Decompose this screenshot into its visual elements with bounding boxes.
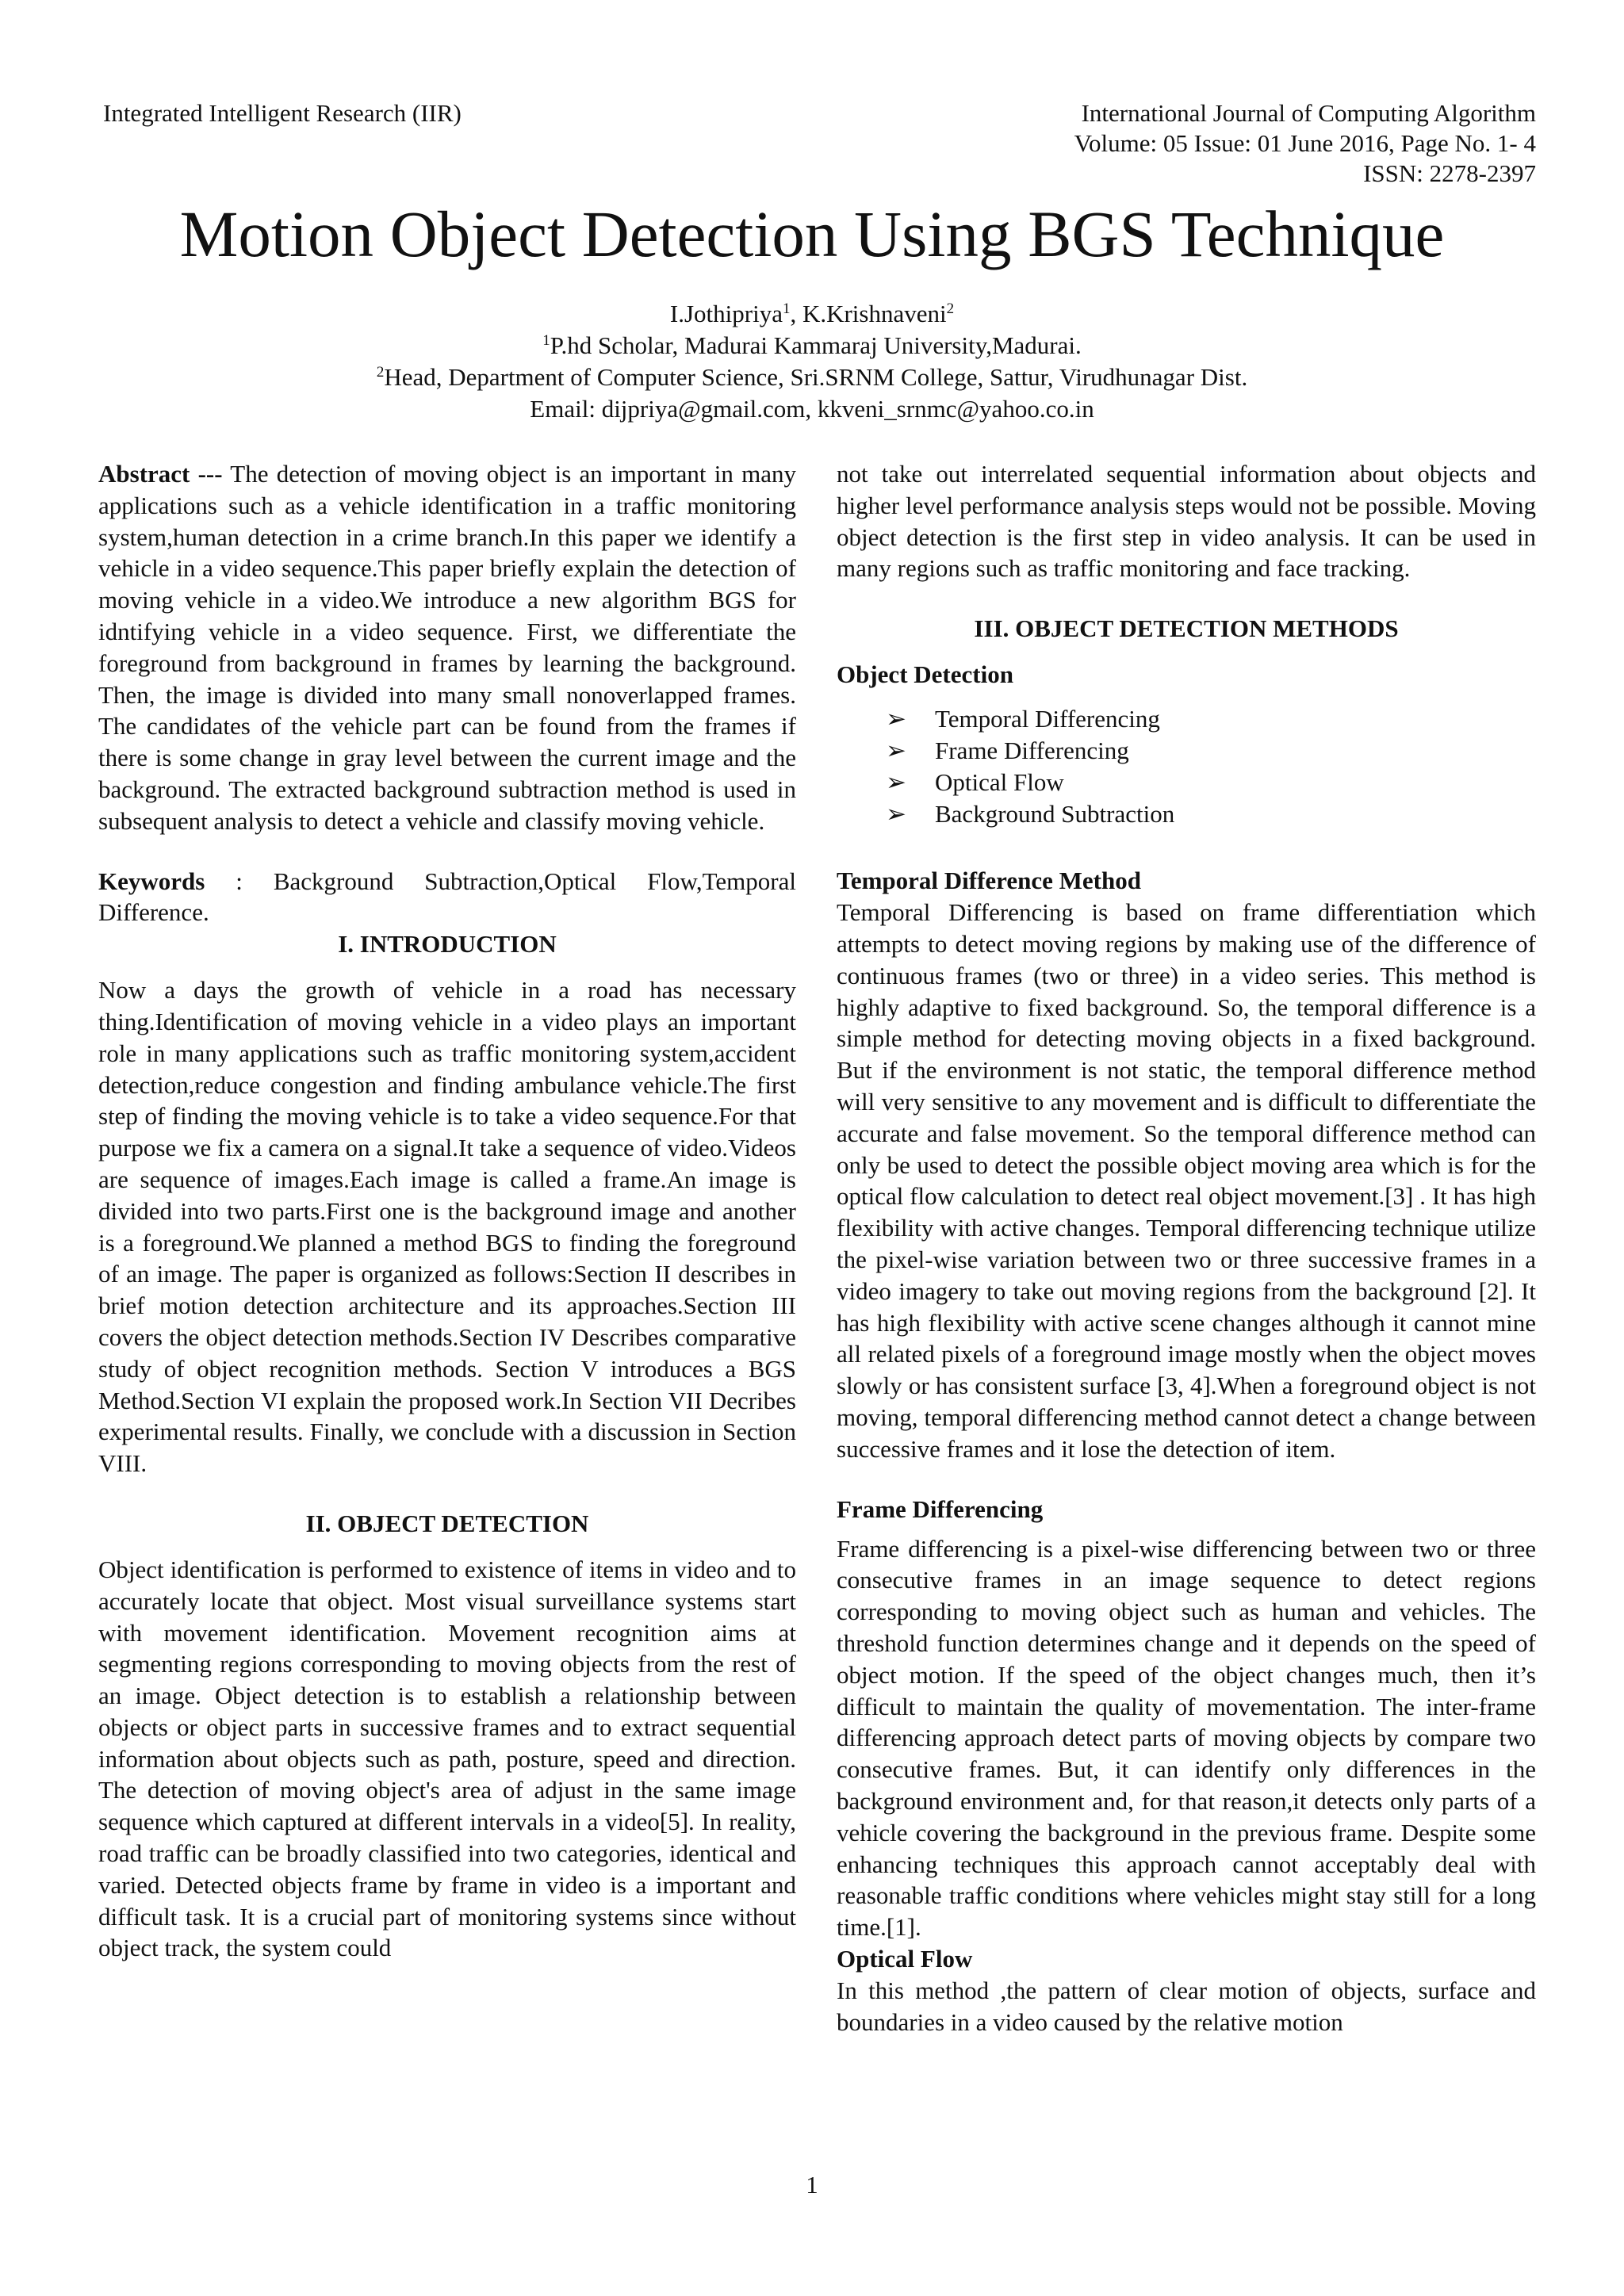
optical-flow-heading: Optical Flow (837, 1944, 973, 1973)
object-detection-continued: not take out interrelated sequential information about objects and higher level performance analysis steps would not be possible. Moving object detection is the first step in video analysis. It can be used in many regions such as traffic monitoring and face tracking. (837, 460, 1536, 583)
keywords (98, 866, 796, 929)
journal-name: International Journal of Computing Algorithm (1081, 99, 1536, 127)
intro-heading: I. INTRODUCTION (338, 930, 557, 959)
abstract-label: Abstract --- (98, 460, 223, 488)
right-column (837, 458, 1536, 2038)
left-column (98, 458, 796, 1964)
list-item (886, 798, 1536, 830)
arrowhead-bullet-icon: ➢ (886, 768, 906, 797)
affiliation-1 (0, 330, 1624, 362)
author-block (0, 298, 1624, 425)
arrowhead-bullet-icon: ➢ (886, 737, 906, 765)
list-item (886, 735, 1536, 767)
list-item (886, 767, 1536, 798)
arrowhead-bullet-icon: ➢ (886, 705, 906, 733)
temporal-difference-text: Temporal Differencing is based on frame differentiation which attempts to detect moving regions by making use of the difference of continuous frames (two or three) in a video series. This method is highly adaptive to fixed background. So, the temporal difference is a simple method for detecting moving objects in a fixed background. But if the environment is not static, the temporal difference method will very sensitive to any movement and is difficult to differentiate the accurate and false movement. So the temporal difference method can only be used to detect the possible object moving area which is for the optical flow calculation to detect real object movement.[3] . It has high flexibility with active changes. Temporal differencing technique utilize the pixel-wise variation between two or three successive frames in a video imagery to take out moving regions from the background [2]. It has high flexibility with active scene changes although it cannot mine all related pixels of a foreground image mostly when the object moves slowly or has consistent surface [3, 4].When a foreground object is not moving, temporal differencing method cannot detect a change between successive frames and it lose the detection of item. (837, 898, 1536, 1463)
list-item-label: Frame Differencing (935, 737, 1129, 765)
author-1-sup: 1 (782, 300, 791, 317)
object-detection-heading: II. OBJECT DETECTION (305, 1509, 589, 1537)
list-item-label: Background Subtraction (935, 800, 1175, 828)
author-email: Email: dijpriya@gmail.com, kkveni_srnmc@yahoo.co.in (530, 395, 1094, 423)
journal-issn: ISSN: 2278-2397 (1363, 159, 1536, 187)
methods-heading: III. OBJECT DETECTION METHODS (974, 614, 1399, 643)
paper-title: Motion Object Detection Using BGS Technique (179, 197, 1445, 270)
journal-publisher: Integrated Intelligent Research (IIR) (103, 99, 462, 127)
arrowhead-bullet-icon: ➢ (886, 800, 906, 828)
affiliation-2-text: Head, Department of Computer Science, Sri.SRNM College, Sattur, Virudhunagar Dist. (384, 363, 1248, 391)
author-2-sup: 2 (946, 300, 955, 317)
methods-list (837, 703, 1536, 830)
abstract (98, 458, 796, 837)
author-1: I.Jothipriya (669, 300, 783, 327)
page-number: 1 (806, 2171, 818, 2198)
abstract-text: The detection of moving object is an important in many applications such as a vehicle identification in a traffic monitoring system,human detection in a crime branch.In this paper we identify a vehicle in a video sequence.This paper briefly explain the detection of moving vehicle in a video.We introduce a new algorithm BGS for idntifying vehicle in a video sequence. First, we differentiate the foreground from background in frames by learning the background. Then, the image is divided into many small nonoverlapped frames. The candidates of the vehicle part can be found from the frames if there is some change in gray level between the current image and the background. The extracted background subtraction method is used in subsequent analysis to detect a vehicle and classify moving vehicle. (98, 460, 797, 835)
journal-volume: Volume: 05 Issue: 01 June 2016, Page No. 1- 4 (1074, 129, 1536, 157)
affiliation-1-text: P.hd Scholar, Madurai Kammaraj University,Madurai. (550, 331, 1082, 359)
keywords-text: : Background Subtraction,Optical Flow,Temporal Difference. (98, 867, 796, 927)
frame-differencing-heading: Frame Differencing (837, 1494, 1044, 1523)
affiliation-2 (0, 362, 1624, 393)
author-separator: , (790, 300, 802, 327)
list-item-label: Temporal Differencing (935, 705, 1160, 733)
author-2: K.Krishnaveni (802, 300, 947, 327)
affiliation-1-sup: 1 (542, 332, 550, 349)
author-line (0, 298, 1624, 330)
temporal-difference-heading: Temporal Difference Method (837, 867, 1141, 895)
object-detection-subheading: Object Detection (837, 660, 1013, 689)
optical-flow-text: In this method ,the pattern of clear motion of objects, surface and boundaries in a video caused by the relative motion (837, 1976, 1536, 2036)
list-item (886, 703, 1536, 735)
keywords-label: Keywords (98, 867, 205, 895)
intro-text: Now a days the growth of vehicle in a road has necessary thing.Identification of moving vehicle in a video plays an important role in many applications such as traffic monitoring system,accident detection,reduce congestion and finding ambulance vehicle.The first step of finding the moving vehicle is to take a video sequence.For that purpose we fix a camera on a signal.It take a sequence of video.Videos are sequence of images.Each image is called a frame.An image is divided into two parts.First one is the background image and another is a foreground.We planned a method BGS to finding the foreground of an image. The paper is organized as follows:Section II describes in brief motion detection architecture and its approaches.Section III covers the object detection methods.Section IV Describes comparative study of object recognition methods. Section V introduces a BGS Method.Section VI explain the proposed work.In Section VII Decribes experimental results. Finally, we conclude with a discussion in Section VIII. (98, 976, 796, 1478)
frame-differencing-text: Frame differencing is a pixel-wise differencing between two or three consecutive frames in an image sequence to detect regions corresponding to moving object such as human and vehicles. The threshold function determines change and it depends on the speed of object motion. If the speed of the object changes much, then it’s difficult to maintain the quality of movementation. The inter-frame differencing approach detect parts of moving objects by compare two consecutive frames. But, it can identify only differences in the background environment and, for that reason,it detects only parts of a vehicle covering the background in the previous frame. Despite some enhancing techniques this approach cannot acceptably deal with reasonable traffic conditions where vehicles might stay still for a long time.[1]. (837, 1534, 1536, 1942)
list-item-label: Optical Flow (935, 768, 1064, 797)
journal-info (1074, 98, 1536, 189)
object-detection-text: Object identification is performed to existence of items in video and to accurately locate that object. Most visual surveillance systems start with movement identification. Movement recognition aims at segmenting regions corresponding to moving objects from the rest of an image. Object detection is to establish a relationship between objects or object parts in successive frames and to extract sequential information about objects such as path, posture, speed and direction. The detection of moving object's area of adjust in the same image sequence which captured at different intervals in a video[5]. In reality, road traffic can be broadly classified into two categories, identical and varied. Detected objects frame by frame in video is a important and difficult task. It is a crucial part of monitoring systems since without object track, the system could (98, 1555, 796, 1962)
affiliation-2-sup: 2 (376, 364, 385, 381)
